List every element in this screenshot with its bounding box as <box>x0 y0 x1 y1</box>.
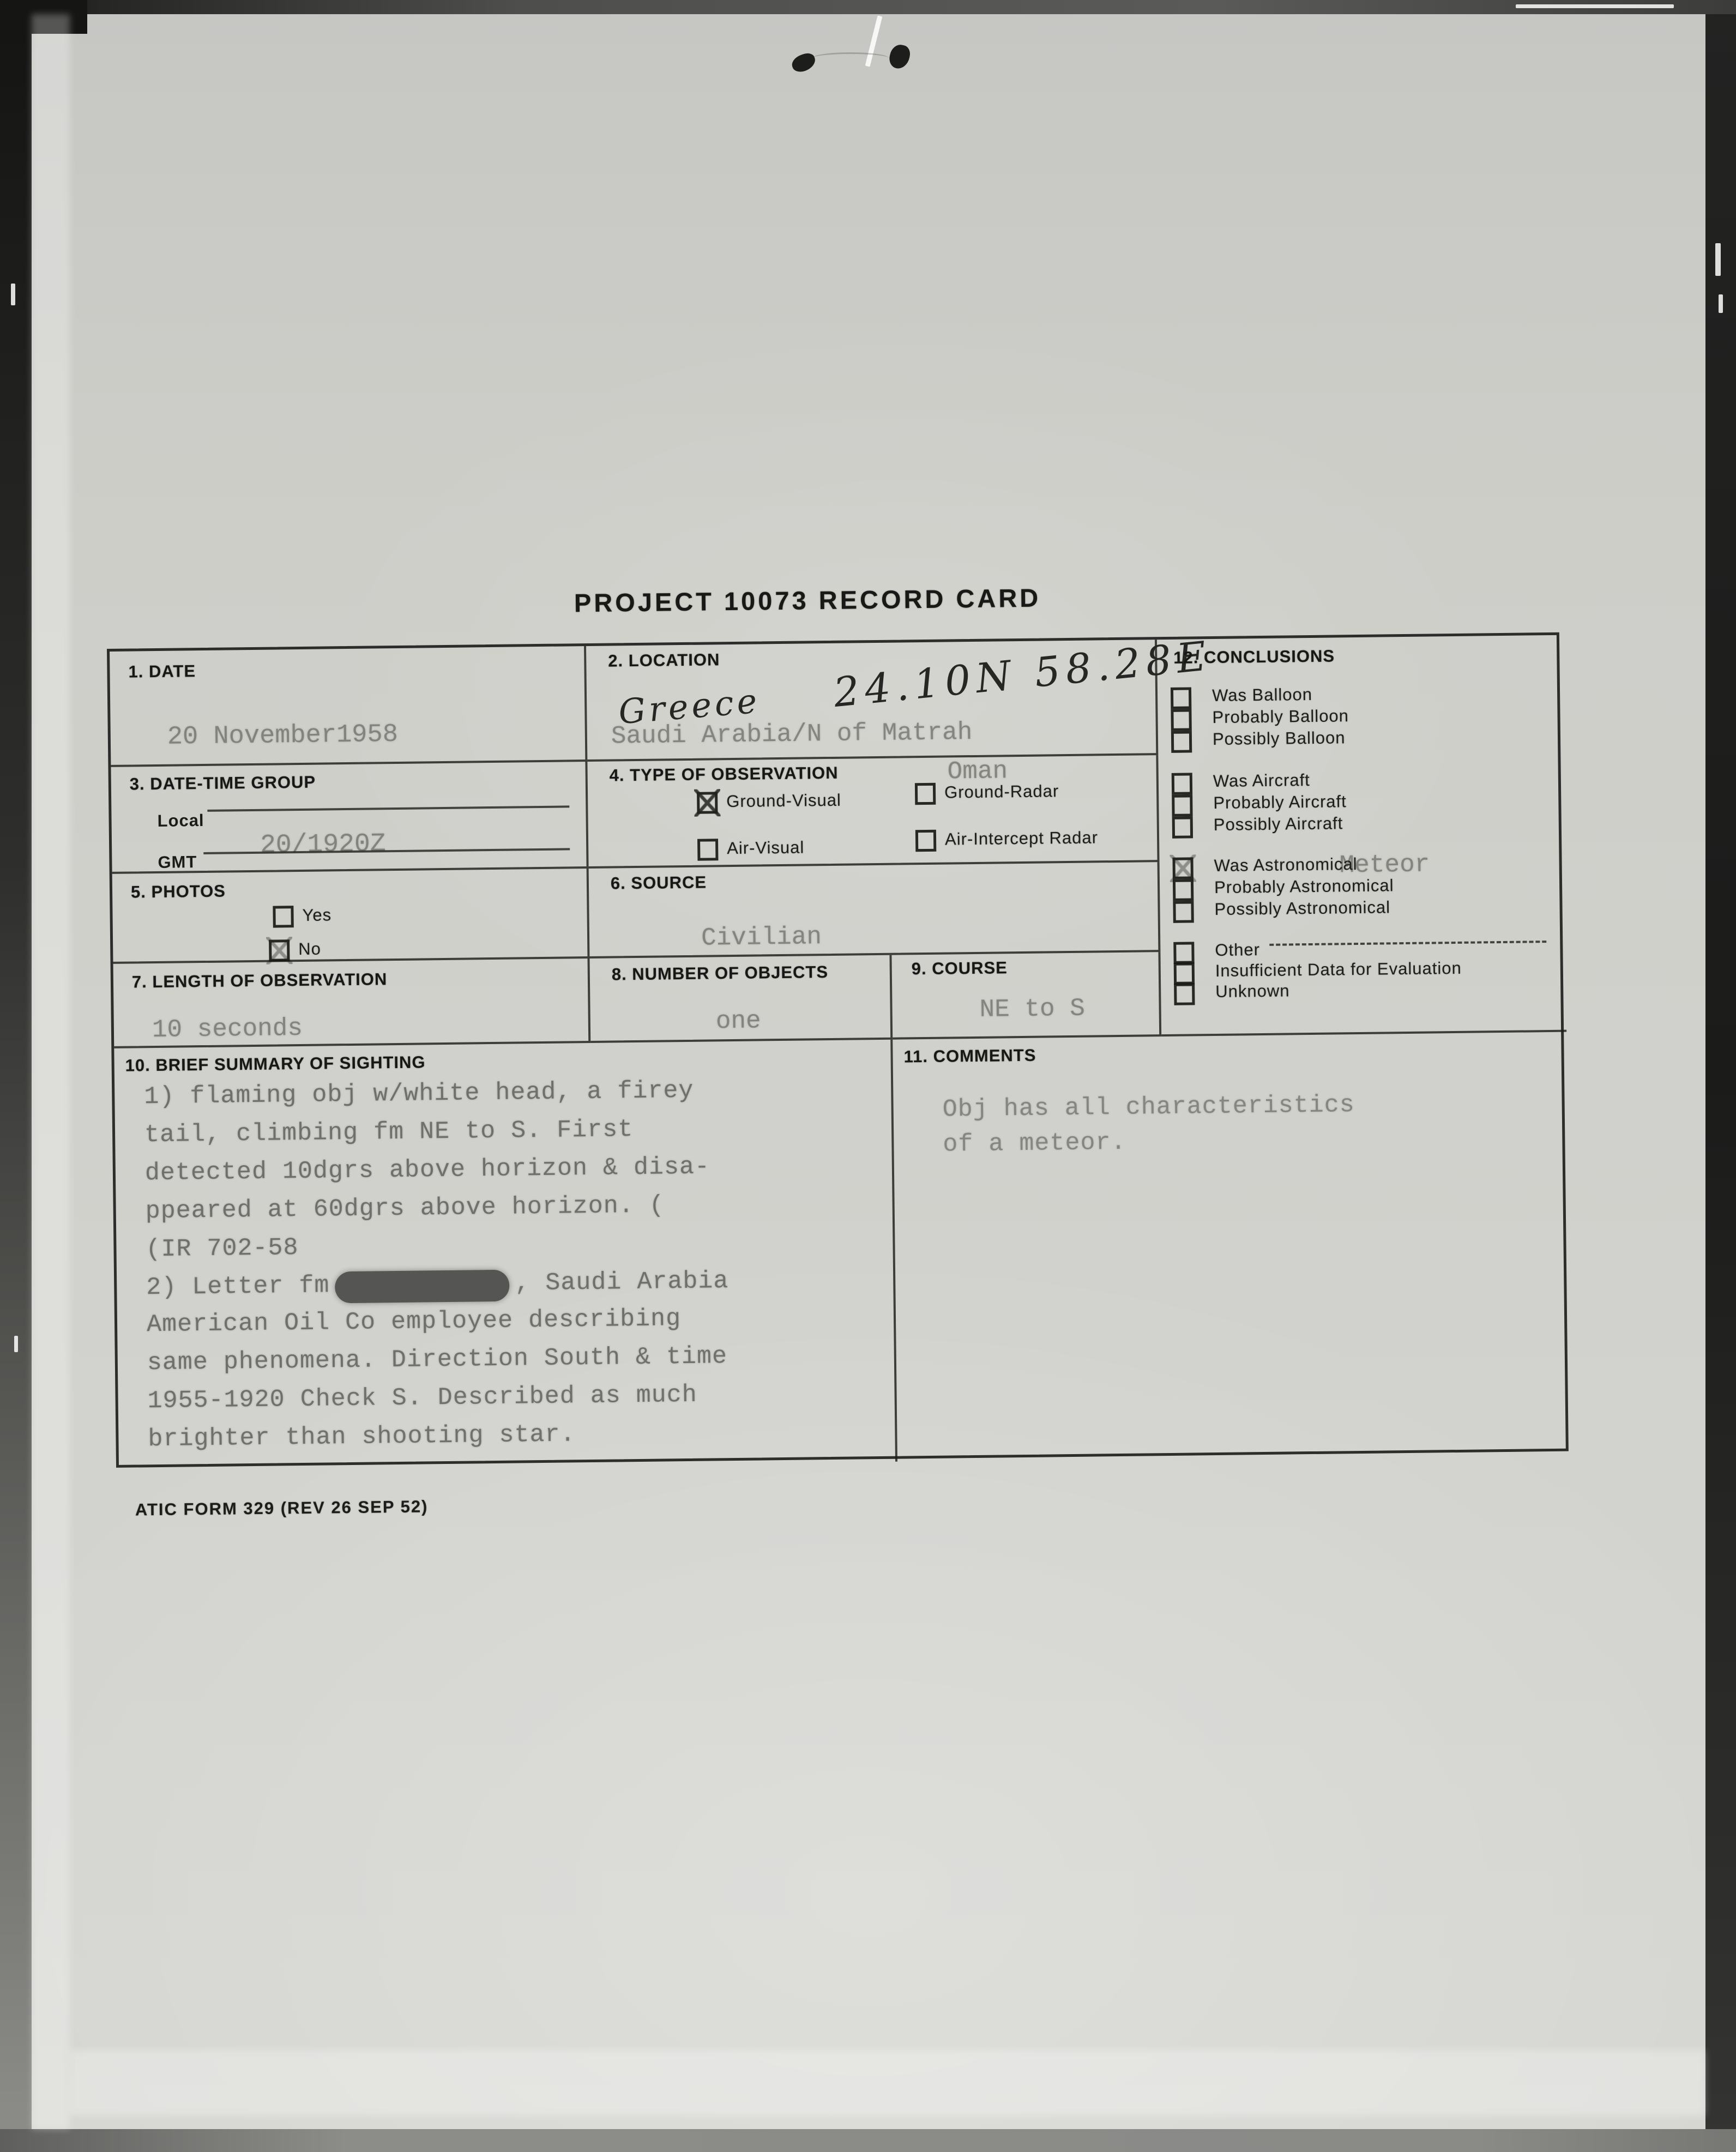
ground-radar-checkbox <box>915 783 936 805</box>
summary-line: brighter than shooting star. <box>148 1420 576 1454</box>
conclusions-typed-overlay: Meteor <box>1339 850 1430 880</box>
possibly-balloon-label: Possibly Balloon <box>1212 728 1346 749</box>
ground-visual-checkbox <box>697 792 718 813</box>
date-value: 20 November1958 <box>167 720 399 752</box>
summary-line: tail, climbing fm NE to S. First <box>144 1116 634 1149</box>
date-label: 1. DATE <box>128 661 196 682</box>
redaction-blob <box>335 1270 510 1304</box>
summary-line: ppeared at 60dgrs above horizon. ( <box>145 1191 665 1226</box>
summary-line: (IR 702-58 <box>146 1234 299 1264</box>
photos-yes-label: Yes <box>302 905 332 925</box>
gmt-blank-line <box>203 848 570 854</box>
comments-line: Obj has all characteristics <box>942 1091 1355 1124</box>
photos-no-label: No <box>298 939 322 959</box>
ground-radar-label: Ground-Radar <box>944 781 1059 802</box>
possibly-astronomical-label: Possibly Astronomical <box>1214 897 1391 919</box>
number-of-objects-value: one <box>715 1006 761 1036</box>
box-type-of-observation <box>587 755 1159 869</box>
record-card-form <box>107 632 1569 1468</box>
possibly-balloon-checkbox <box>1171 731 1192 752</box>
course-label: 9. COURSE <box>911 958 1008 979</box>
summary-line: same phenomena. Direction South & time <box>147 1342 728 1377</box>
summary-line: 1955-1920 Check S. Described as much <box>147 1381 698 1415</box>
source-value: Civilian <box>701 923 822 953</box>
conclusions-label: 12. CONCLUSIONS <box>1173 646 1335 667</box>
photos-no-checkbox <box>269 939 290 961</box>
box-date <box>110 646 587 767</box>
location-typed-value: Saudi Arabia/N of Matrah <box>611 718 973 751</box>
summary-line: 1) flaming obj w/white head, a firey <box>144 1076 694 1111</box>
summary-redacted-prefix: 2) Letter fm <box>146 1271 330 1302</box>
box-comments <box>893 1032 1571 1462</box>
air-intercept-radar-checkbox <box>915 830 936 852</box>
was-balloon-label: Was Balloon <box>1211 684 1313 706</box>
photos-label: 5. PHOTOS <box>130 881 226 902</box>
summary-line: detected 10dgrs above horizon & disa- <box>144 1153 710 1187</box>
box-source <box>589 862 1161 959</box>
comments-line: of a meteor. <box>943 1128 1126 1159</box>
box-location <box>586 632 1214 762</box>
insufficient-data-label: Insufficient Data for Evaluation <box>1215 958 1462 980</box>
box-number-of-objects <box>590 955 893 1043</box>
location-handwritten-country: Greece <box>617 680 762 732</box>
air-visual-label: Air-Visual <box>727 837 805 858</box>
brief-summary-label: 10. BRIEF SUMMARY OF SIGHTING <box>125 1052 426 1075</box>
summary-redacted-suffix: , Saudi Arabia <box>515 1267 729 1298</box>
unknown-checkbox <box>1174 983 1195 1005</box>
box-brief-summary <box>114 1040 897 1470</box>
type-typed-overlay: Oman <box>947 757 1008 786</box>
location-handwritten-coords: 24.10N 58.28E <box>831 632 1214 716</box>
type-of-observation-label: 4. TYPE OF OBSERVATION <box>609 763 839 785</box>
length-of-observation-value: 10 seconds <box>152 1014 303 1045</box>
summary-line: American Oil Co employee describing <box>146 1305 682 1339</box>
air-intercept-radar-label: Air-Intercept Radar <box>944 828 1099 849</box>
possibly-astronomical-checkbox <box>1173 901 1194 923</box>
number-of-objects-label: 8. NUMBER OF OBJECTS <box>611 962 829 984</box>
air-visual-checkbox <box>697 839 718 860</box>
gmt-label: GMT <box>158 852 197 872</box>
local-label: Local <box>157 810 204 830</box>
unknown-label: Unknown <box>1215 981 1290 1001</box>
box-date-time-group <box>111 762 588 874</box>
box-course <box>891 952 1161 1040</box>
was-astronomical-label: Was Astronomical <box>1214 854 1358 875</box>
location-label: 2. LOCATION <box>608 650 720 671</box>
ground-visual-label: Ground-Visual <box>726 790 842 811</box>
box-conclusions <box>1157 635 1566 1036</box>
local-blank-line <box>207 805 569 812</box>
other-blank-line <box>1269 941 1546 946</box>
possibly-aircraft-label: Possibly Aircraft <box>1213 813 1343 834</box>
course-value: NE to S <box>979 994 1086 1024</box>
other-label: Other <box>1215 940 1261 960</box>
date-time-group-label: 3. DATE-TIME GROUP <box>129 772 316 794</box>
form-number-footer: ATIC FORM 329 (REV 26 SEP 52) <box>135 1497 429 1520</box>
photos-yes-checkbox <box>273 906 293 927</box>
comments-label: 11. COMMENTS <box>903 1045 1036 1066</box>
was-aircraft-label: Was Aircraft <box>1213 770 1311 791</box>
source-label: 6. SOURCE <box>610 872 707 893</box>
probably-aircraft-label: Probably Aircraft <box>1213 792 1347 812</box>
page-title: PROJECT 10073 RECORD CARD <box>574 583 1041 618</box>
possibly-aircraft-checkbox <box>1172 816 1193 838</box>
box-length-of-observation <box>113 959 591 1048</box>
box-photos <box>112 869 590 964</box>
probably-balloon-label: Probably Balloon <box>1212 706 1349 727</box>
probably-astronomical-label: Probably Astronomical <box>1214 876 1394 897</box>
gmt-value: 20/1920Z <box>260 829 386 860</box>
summary-redacted-line <box>146 1265 729 1303</box>
length-of-observation-label: 7. LENGTH OF OBSERVATION <box>131 969 388 992</box>
